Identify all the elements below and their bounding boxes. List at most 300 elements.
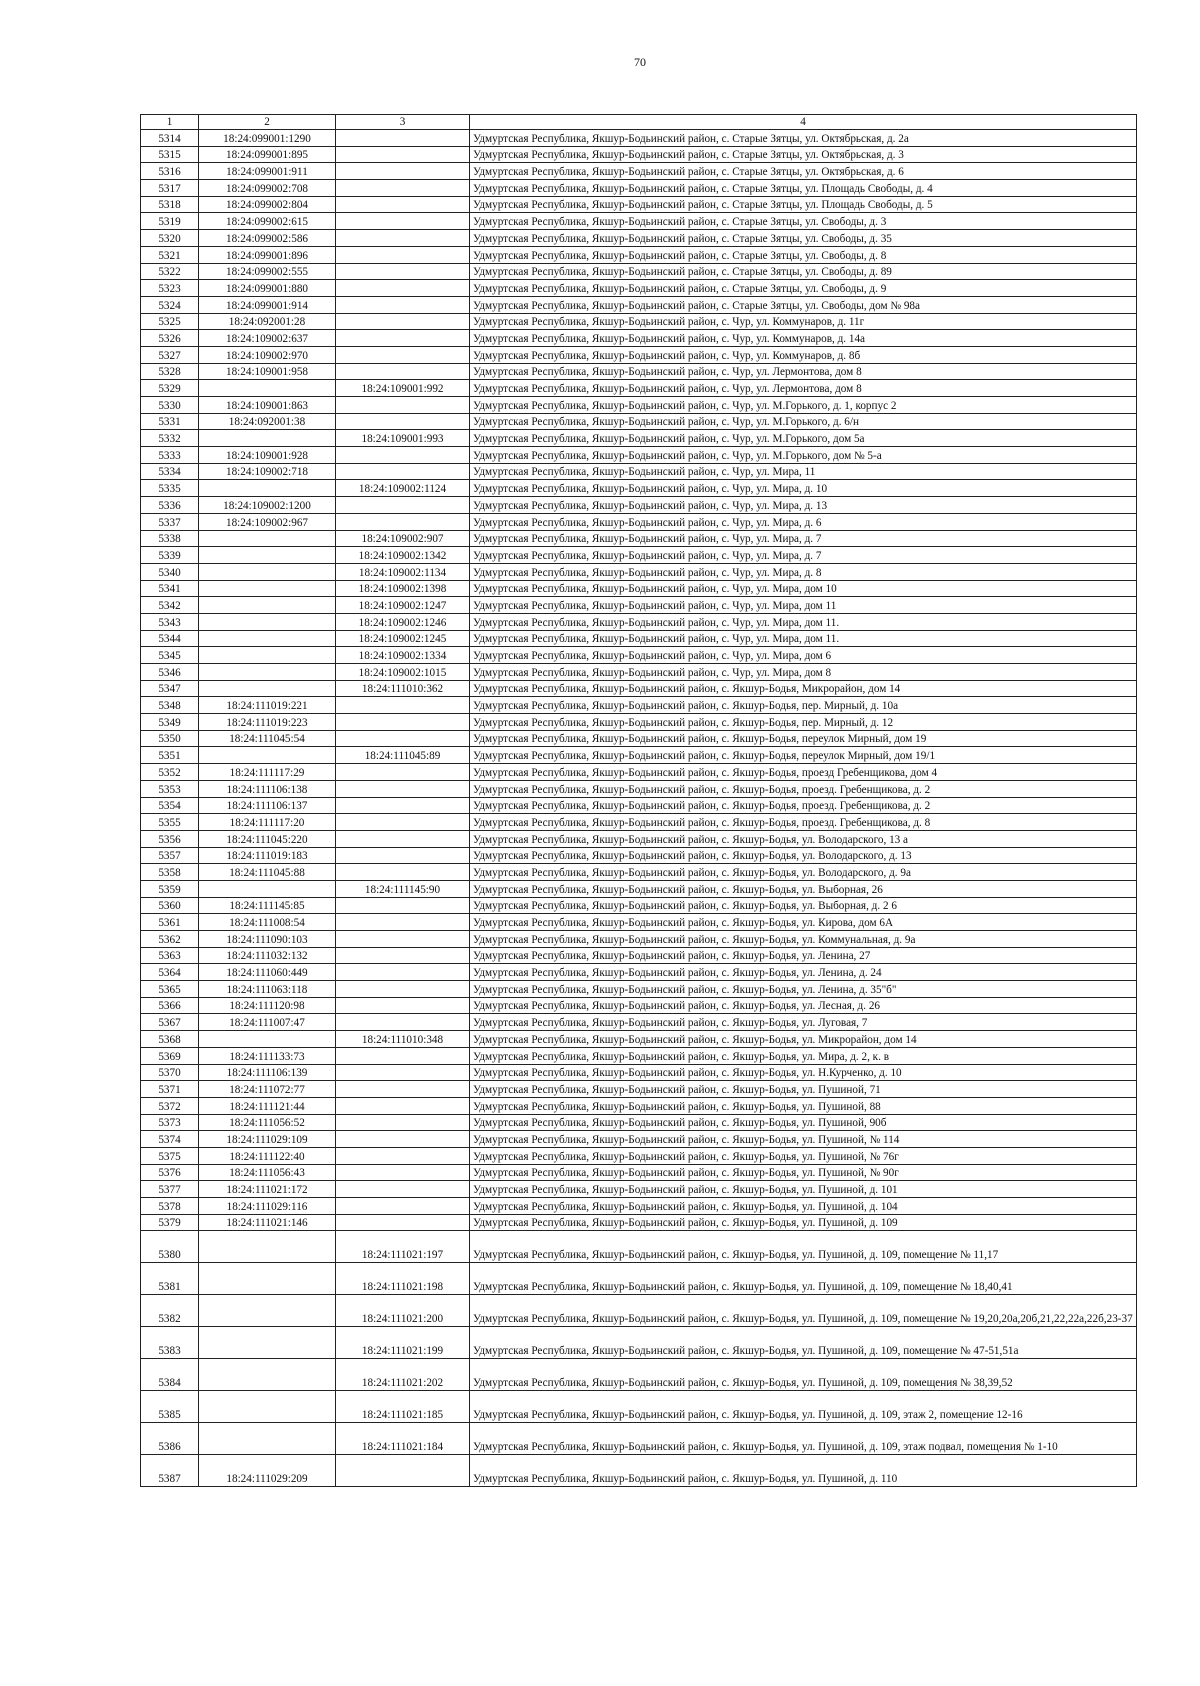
address-cell: Удмуртская Республика, Якшур-Бодьинский район, с. Чур, ул. Мира, д. 8 [470,563,1137,580]
row-number-cell: 5332 [141,430,199,447]
row-number-cell: 5377 [141,1181,199,1198]
cadastral-number-cell: 18:24:099001:914 [199,296,336,313]
cadastral-number-alt-cell: 18:24:109002:907 [336,530,470,547]
cadastral-number-alt-cell [336,513,470,530]
address-cell: Удмуртская Республика, Якшур-Бодьинский район, с. Старые Зятцы, ул. Свободы, д. 3 [470,213,1137,230]
address-cell: Удмуртская Республика, Якшур-Бодьинский район, с. Якшур-Бодья, ул. Луговая, 7 [470,1014,1137,1031]
row-number-cell: 5387 [141,1455,199,1487]
cadastral-number-cell: 18:24:111106:137 [199,797,336,814]
cadastral-number-alt-cell [336,1064,470,1081]
table-row [141,397,1137,414]
address-cell: Удмуртская Республика, Якшур-Бодьинский район, с. Якшур-Бодья, ул. Выборная, д. 2 6 [470,897,1137,914]
table-row [141,997,1137,1014]
address-cell: Удмуртская Республика, Якшур-Бодьинский район, с. Чур, ул. Мира, д. 13 [470,497,1137,514]
cadastral-number-alt-cell [336,1081,470,1098]
table-row [141,1423,1137,1455]
cadastral-number-alt-cell: 18:24:111021:184 [336,1423,470,1455]
cadastral-number-cell: 18:24:099002:708 [199,180,336,197]
table-row [141,413,1137,430]
address-cell: Удмуртская Республика, Якшур-Бодьинский район, с. Якшур-Бодья, ул. Пушиной, д. 101 [470,1181,1137,1198]
cadastral-number-cell [199,613,336,630]
cadastral-number-cell: 18:24:111056:43 [199,1164,336,1181]
table-row [141,914,1137,931]
address-cell: Удмуртская Республика, Якшур-Бодьинский район, с. Якшур-Бодья, Микрорайон, дом 14 [470,680,1137,697]
address-cell: Удмуртская Республика, Якшур-Бодьинский район, с. Чур, ул. Мира, дом 11 [470,597,1137,614]
address-cell: Удмуртская Республика, Якшур-Бодьинский район, с. Якшур-Бодья, ул. Коммунальная, д. 9а [470,931,1137,948]
table-row [141,814,1137,831]
cadastral-number-cell: 18:24:109002:970 [199,346,336,363]
cadastral-number-alt-cell: 18:24:111021:202 [336,1359,470,1391]
row-number-cell: 5374 [141,1131,199,1148]
address-cell: Удмуртская Республика, Якшур-Бодьинский район, с. Якшур-Бодья, проезд. Гребенщикова, д. 2 [470,797,1137,814]
cadastral-number-alt-cell [336,1147,470,1164]
row-number-cell: 5338 [141,530,199,547]
cadastral-number-cell: 18:24:111032:132 [199,947,336,964]
table-row [141,664,1137,681]
table-row [141,380,1137,397]
cadastral-number-cell [199,630,336,647]
address-cell: Удмуртская Республика, Якшур-Бодьинский район, с. Якшур-Бодья, ул. Пушиной, 90б [470,1114,1137,1131]
row-number-cell: 5323 [141,280,199,297]
table-row [141,146,1137,163]
table-row [141,847,1137,864]
cadastral-number-alt-cell [336,947,470,964]
address-cell: Удмуртская Республика, Якшур-Бодьинский район, с. Якшур-Бодья, пер. Мирный, д. 12 [470,714,1137,731]
address-cell: Удмуртская Республика, Якшур-Бодьинский район, с. Чур, ул. Мира, дом 11. [470,630,1137,647]
row-number-cell: 5324 [141,296,199,313]
row-number-cell: 5386 [141,1423,199,1455]
column-header-address: 4 [470,115,1137,130]
address-cell: Удмуртская Республика, Якшур-Бодьинский район, с. Старые Зятцы, ул. Площадь Свободы, д. 5 [470,196,1137,213]
address-cell: Удмуртская Республика, Якшур-Бодьинский район, с. Якшур-Бодья, ул. Лесная, д. 26 [470,997,1137,1014]
cadastral-number-alt-cell: 18:24:111021:198 [336,1263,470,1295]
row-number-cell: 5369 [141,1047,199,1064]
cadastral-number-cell [199,547,336,564]
address-cell: Удмуртская Республика, Якшур-Бодьинский район, с. Якшур-Бодья, ул. Володарского, 13 а [470,830,1137,847]
address-cell: Удмуртская Республика, Якшур-Бодьинский район, с. Якшур-Бодья, пер. Мирный, д. 10а [470,697,1137,714]
cadastral-number-alt-cell [336,280,470,297]
row-number-cell: 5315 [141,146,199,163]
table-row [141,480,1137,497]
row-number-cell: 5372 [141,1097,199,1114]
cadastral-number-alt-cell [336,1198,470,1215]
cadastral-number-cell: 18:24:111029:209 [199,1455,336,1487]
cadastral-number-alt-cell [336,346,470,363]
cadastral-number-cell [199,680,336,697]
cadastral-number-alt-cell [336,213,470,230]
cadastral-number-cell: 18:24:099001:911 [199,163,336,180]
table-row [141,513,1137,530]
table-row [141,130,1137,147]
cadastral-number-alt-cell: 18:24:111021:185 [336,1391,470,1423]
cadastral-number-alt-cell [336,180,470,197]
cadastral-number-cell: 18:24:099001:1290 [199,130,336,147]
table-header-row [141,115,1137,130]
table-row [141,263,1137,280]
table-row [141,797,1137,814]
row-number-cell: 5365 [141,981,199,998]
column-header-number: 1 [141,115,199,130]
address-cell: Удмуртская Республика, Якшур-Бодьинский район, с. Якшур-Бодья, ул. Пушиной, д. 109, помещение № 19,20,20а,20б,21,22,22а,22б,23-37 [470,1295,1137,1327]
address-cell: Удмуртская Республика, Якшур-Бодьинский район, с. Якшур-Бодья, ул. Кирова, дом 6А [470,914,1137,931]
table-row [141,1359,1137,1391]
row-number-cell: 5331 [141,413,199,430]
address-cell: Удмуртская Республика, Якшур-Бодьинский район, с. Якшур-Бодья, ул. Пушиной, 88 [470,1097,1137,1114]
address-cell: Удмуртская Республика, Якшур-Бодьинский район, с. Чур, ул. Мира, д. 10 [470,480,1137,497]
cadastral-number-alt-cell: 18:24:111021:199 [336,1327,470,1359]
cadastral-number-alt-cell: 18:24:111045:89 [336,747,470,764]
cadastral-number-cell: 18:24:111008:54 [199,914,336,931]
cadastral-number-alt-cell [336,830,470,847]
cadastral-number-alt-cell [336,730,470,747]
table-row [141,764,1137,781]
table-row [141,1031,1137,1048]
cadastral-number-alt-cell [336,330,470,347]
table-row [141,880,1137,897]
cadastral-number-alt-cell [336,1047,470,1064]
table-row [141,330,1137,347]
table-row [141,280,1137,297]
cadastral-number-cell: 18:24:111117:29 [199,764,336,781]
row-number-cell: 5380 [141,1231,199,1263]
row-number-cell: 5325 [141,313,199,330]
table-row [141,180,1137,197]
table-row [141,1064,1137,1081]
table-row [141,1455,1137,1487]
table-row [141,1164,1137,1181]
table-row [141,947,1137,964]
cadastral-number-cell: 18:24:111019:221 [199,697,336,714]
address-cell: Удмуртская Республика, Якшур-Бодьинский район, с. Чур, ул. Мира, дом 10 [470,580,1137,597]
table-row [141,697,1137,714]
table-row [141,296,1137,313]
cadastral-number-cell: 18:24:111106:139 [199,1064,336,1081]
table-row [141,747,1137,764]
cadastral-number-cell [199,880,336,897]
address-cell: Удмуртская Республика, Якшур-Бодьинский район, с. Старые Зятцы, ул. Свободы, д. 9 [470,280,1137,297]
row-number-cell: 5343 [141,613,199,630]
table-row [141,363,1137,380]
cadastral-number-cell [199,647,336,664]
cadastral-number-alt-cell: 18:24:109002:1134 [336,563,470,580]
cadastral-number-cell: 18:24:111019:223 [199,714,336,731]
cadastral-number-alt-cell: 18:24:111145:90 [336,880,470,897]
address-cell: Удмуртская Республика, Якшур-Бодьинский район, с. Якшур-Бодья, ул. Пушиной, д. 109, этаж подвал, помещения № 1-10 [470,1423,1137,1455]
row-number-cell: 5326 [141,330,199,347]
cadastral-number-alt-cell [336,714,470,731]
table-row [141,1047,1137,1064]
address-cell: Удмуртская Республика, Якшур-Бодьинский район, с. Чур, ул. Мира, 11 [470,463,1137,480]
cadastral-number-alt-cell [336,914,470,931]
cadastral-number-alt-cell [336,196,470,213]
address-cell: Удмуртская Республика, Якшур-Бодьинский район, с. Старые Зятцы, ул. Октябрьская, д. 6 [470,163,1137,180]
address-cell: Удмуртская Республика, Якшур-Бодьинский район, с. Якшур-Бодья, ул. Н.Курченко, д. 10 [470,1064,1137,1081]
cadastral-number-cell: 18:24:111021:172 [199,1181,336,1198]
address-cell: Удмуртская Республика, Якшур-Бодьинский район, с. Якшур-Бодья, ул. Мира, д. 2, к. в [470,1047,1137,1064]
address-cell: Удмуртская Республика, Якшур-Бодьинский район, с. Якшур-Бодья, проезд Гребенщикова, дом 4 [470,764,1137,781]
table-row [141,1181,1137,1198]
address-cell: Удмуртская Республика, Якшур-Бодьинский район, с. Якшур-Бодья, ул. Пушиной, д. 109, помещение № 11,17 [470,1231,1137,1263]
row-number-cell: 5342 [141,597,199,614]
address-cell: Удмуртская Республика, Якшур-Бодьинский район, с. Якшур-Бодья, ул. Ленина, 27 [470,947,1137,964]
cadastral-number-alt-cell: 18:24:109002:1342 [336,547,470,564]
row-number-cell: 5378 [141,1198,199,1215]
cadastral-number-alt-cell [336,246,470,263]
table-row [141,463,1137,480]
cadastral-number-cell: 18:24:111045:220 [199,830,336,847]
cadastral-number-cell: 18:24:092001:38 [199,413,336,430]
cadastral-number-cell [199,430,336,447]
cadastral-number-alt-cell: 18:24:109001:992 [336,380,470,397]
address-cell: Удмуртская Республика, Якшур-Бодьинский район, с. Якшур-Бодья, ул. Пушиной, д. 110 [470,1455,1137,1487]
row-number-cell: 5379 [141,1214,199,1231]
address-cell: Удмуртская Республика, Якшур-Бодьинский район, с. Якшур-Бодья, переулок Мирный, дом 19 [470,730,1137,747]
cadastral-number-alt-cell [336,697,470,714]
row-number-cell: 5337 [141,513,199,530]
cadastral-number-alt-cell [336,1214,470,1231]
cadastral-number-alt-cell [336,296,470,313]
address-cell: Удмуртская Республика, Якшур-Бодьинский район, с. Якшур-Бодья, ул. Выборная, 26 [470,880,1137,897]
row-number-cell: 5348 [141,697,199,714]
table-row [141,1114,1137,1131]
cadastral-number-alt-cell: 18:24:109002:1334 [336,647,470,664]
row-number-cell: 5353 [141,780,199,797]
cadastral-number-cell: 18:24:111106:138 [199,780,336,797]
cadastral-number-cell: 18:24:111063:118 [199,981,336,998]
cadastral-number-cell: 18:24:109002:1200 [199,497,336,514]
cadastral-number-cell: 18:24:109002:718 [199,463,336,480]
table-row [141,630,1137,647]
cadastral-number-cell: 18:24:111029:116 [199,1198,336,1215]
address-cell: Удмуртская Республика, Якшур-Бодьинский район, с. Чур, ул. Коммунаров, д. 11г [470,313,1137,330]
cadastral-number-cell: 18:24:111117:20 [199,814,336,831]
table-row [141,1263,1137,1295]
cadastral-number-cell [199,1231,336,1263]
cadastral-number-alt-cell [336,230,470,247]
address-cell: Удмуртская Республика, Якшур-Бодьинский район, с. Якшур-Бодья, ул. Пушиной, 71 [470,1081,1137,1098]
cadastral-number-cell [199,580,336,597]
cadastral-number-alt-cell [336,263,470,280]
cadastral-number-alt-cell [336,163,470,180]
row-number-cell: 5354 [141,797,199,814]
cadastral-number-alt-cell [336,1181,470,1198]
row-number-cell: 5362 [141,931,199,948]
table-row [141,830,1137,847]
address-cell: Удмуртская Республика, Якшур-Бодьинский район, с. Старые Зятцы, ул. Октябрьская, д. 3 [470,146,1137,163]
address-cell: Удмуртская Республика, Якшур-Бодьинский район, с. Чур, ул. Мира, д. 6 [470,513,1137,530]
address-cell: Удмуртская Республика, Якшур-Бодьинский район, с. Чур, ул. М.Горького, д. 1, корпус 2 [470,397,1137,414]
row-number-cell: 5329 [141,380,199,397]
row-number-cell: 5363 [141,947,199,964]
cadastral-number-cell: 18:24:111019:183 [199,847,336,864]
cadastral-number-alt-cell [336,797,470,814]
address-cell: Удмуртская Республика, Якшур-Бодьинский район, с. Якшур-Бодья, ул. Володарского, д. 13 [470,847,1137,864]
cadastral-number-alt-cell [336,130,470,147]
cadastral-number-alt-cell [336,814,470,831]
row-number-cell: 5318 [141,196,199,213]
row-number-cell: 5347 [141,680,199,697]
cadastral-number-alt-cell [336,1097,470,1114]
address-cell: Удмуртская Республика, Якшур-Бодьинский район, с. Старые Зятцы, ул. Свободы, д. 8 [470,246,1137,263]
page-number: 70 [634,55,646,69]
cadastral-number-cell: 18:24:099002:586 [199,230,336,247]
row-number-cell: 5375 [141,1147,199,1164]
address-cell: Удмуртская Республика, Якшур-Бодьинский район, с. Якшур-Бодья, ул. Пушиной, д. 109, помещение № 47-51,51а [470,1327,1137,1359]
table-row [141,497,1137,514]
address-cell: Удмуртская Республика, Якшур-Бодьинский район, с. Старые Зятцы, ул. Октябрьская, д. 2а [470,130,1137,147]
cadastral-number-alt-cell [336,1455,470,1487]
row-number-cell: 5334 [141,463,199,480]
row-number-cell: 5327 [141,346,199,363]
cadastral-number-alt-cell: 18:24:109002:1124 [336,480,470,497]
address-cell: Удмуртская Республика, Якшур-Бодьинский район, с. Якшур-Бодья, ул. Пушиной, д. 109 [470,1214,1137,1231]
cadastral-number-alt-cell [336,997,470,1014]
row-number-cell: 5330 [141,397,199,414]
cadastral-number-cell: 18:24:111029:109 [199,1131,336,1148]
cadastral-number-alt-cell: 18:24:111021:197 [336,1231,470,1263]
address-cell: Удмуртская Республика, Якшур-Бодьинский район, с. Якшур-Бодья, ул. Пушиной, д. 109, этаж 2, помещение 12-16 [470,1391,1137,1423]
table-row [141,647,1137,664]
column-header-cadastral-number: 2 [199,115,336,130]
table-row [141,931,1137,948]
cadastral-number-cell: 18:24:099002:555 [199,263,336,280]
table-row [141,981,1137,998]
address-cell: Удмуртская Республика, Якшур-Бодьинский район, с. Чур, ул. Мира, дом 11. [470,613,1137,630]
row-number-cell: 5355 [141,814,199,831]
address-cell: Удмуртская Республика, Якшур-Бодьинский район, с. Чур, ул. Лермонтова, дом 8 [470,380,1137,397]
cadastral-number-cell [199,1423,336,1455]
row-number-cell: 5320 [141,230,199,247]
row-number-cell: 5361 [141,914,199,931]
address-cell: Удмуртская Республика, Якшур-Бодьинский район, с. Чур, ул. Мира, д. 7 [470,547,1137,564]
cadastral-number-cell: 18:24:109001:958 [199,363,336,380]
table-row [141,1391,1137,1423]
cadastral-number-alt-cell [336,981,470,998]
table-row [141,196,1137,213]
cadastral-number-cell: 18:24:099001:895 [199,146,336,163]
table-row [141,714,1137,731]
address-cell: Удмуртская Республика, Якшур-Бодьинский район, с. Чур, ул. Лермонтова, дом 8 [470,363,1137,380]
cadastral-number-cell: 18:24:099001:896 [199,246,336,263]
table-row [141,313,1137,330]
table-row [141,530,1137,547]
cadastral-number-alt-cell [336,897,470,914]
address-cell: Удмуртская Республика, Якшур-Бодьинский район, с. Старые Зятцы, ул. Свободы, д. 35 [470,230,1137,247]
table-row [141,547,1137,564]
row-number-cell: 5376 [141,1164,199,1181]
row-number-cell: 5368 [141,1031,199,1048]
address-cell: Удмуртская Республика, Якшур-Бодьинский район, с. Старые Зятцы, ул. Свободы, дом № 98а [470,296,1137,313]
cadastral-number-cell [199,747,336,764]
cadastral-number-alt-cell [336,1164,470,1181]
row-number-cell: 5385 [141,1391,199,1423]
cadastral-number-alt-cell [336,764,470,781]
address-cell: Удмуртская Республика, Якшур-Бодьинский район, с. Чур, ул. Мира, дом 8 [470,664,1137,681]
address-cell: Удмуртская Республика, Якшур-Бодьинский район, с. Чур, ул. Мира, дом 6 [470,647,1137,664]
column-header-cadastral-number-alt: 3 [336,115,470,130]
cadastral-number-cell: 18:24:109002:637 [199,330,336,347]
cadastral-number-alt-cell [336,447,470,464]
address-cell: Удмуртская Республика, Якшур-Бодьинский район, с. Чур, ул. Коммунаров, д. 14а [470,330,1137,347]
cadastral-number-alt-cell [336,780,470,797]
cadastral-number-alt-cell [336,397,470,414]
cadastral-number-alt-cell [336,1014,470,1031]
table-row [141,346,1137,363]
address-cell: Удмуртская Республика, Якшур-Бодьинский район, с. Чур, ул. Коммунаров, д. 8б [470,346,1137,363]
row-number-cell: 5346 [141,664,199,681]
table-row [141,230,1137,247]
cadastral-number-cell: 18:24:099002:804 [199,196,336,213]
row-number-cell: 5340 [141,563,199,580]
row-number-cell: 5321 [141,246,199,263]
table-row [141,213,1137,230]
table-row [141,563,1137,580]
row-number-cell: 5319 [141,213,199,230]
address-cell: Удмуртская Республика, Якшур-Бодьинский район, с. Якшур-Бодья, ул. Пушиной, № 90г [470,1164,1137,1181]
table-body [141,130,1137,1487]
table-row [141,864,1137,881]
table-row [141,580,1137,597]
cadastral-number-alt-cell: 18:24:111021:200 [336,1295,470,1327]
cadastral-number-cell [199,563,336,580]
row-number-cell: 5364 [141,964,199,981]
cadastral-number-alt-cell [336,1114,470,1131]
row-number-cell: 5339 [141,547,199,564]
cadastral-number-alt-cell: 18:24:111010:348 [336,1031,470,1048]
cadastral-number-cell: 18:24:111007:47 [199,1014,336,1031]
table-row [141,1014,1137,1031]
cadastral-number-alt-cell [336,146,470,163]
table-row [141,1327,1137,1359]
row-number-cell: 5357 [141,847,199,864]
cadastral-number-cell: 18:24:109002:967 [199,513,336,530]
cadastral-number-cell [199,1359,336,1391]
cadastral-number-cell [199,380,336,397]
address-cell: Удмуртская Республика, Якшур-Бодьинский район, с. Чур, ул. М.Горького, дом № 5-а [470,447,1137,464]
row-number-cell: 5367 [141,1014,199,1031]
cadastral-number-alt-cell [336,964,470,981]
cadastral-number-alt-cell [336,864,470,881]
row-number-cell: 5322 [141,263,199,280]
row-number-cell: 5384 [141,1359,199,1391]
row-number-cell: 5356 [141,830,199,847]
row-number-cell: 5371 [141,1081,199,1098]
cadastral-number-alt-cell: 18:24:109002:1246 [336,613,470,630]
row-number-cell: 5383 [141,1327,199,1359]
cadastral-number-cell: 18:24:109001:863 [199,397,336,414]
table-row [141,1081,1137,1098]
cadastral-number-cell [199,1391,336,1423]
cadastral-number-cell [199,1327,336,1359]
table-row [141,1295,1137,1327]
address-cell: Удмуртская Республика, Якшур-Бодьинский район, с. Старые Зятцы, ул. Площадь Свободы, д. 4 [470,180,1137,197]
cadastral-number-cell: 18:24:111122:40 [199,1147,336,1164]
cadastral-number-alt-cell [336,363,470,380]
address-cell: Удмуртская Республика, Якшур-Бодьинский район, с. Якшур-Бодья, ул. Пушиной, № 114 [470,1131,1137,1148]
cadastral-number-alt-cell [336,413,470,430]
table-row [141,597,1137,614]
row-number-cell: 5360 [141,897,199,914]
cadastral-number-alt-cell: 18:24:109002:1245 [336,630,470,647]
address-cell: Удмуртская Республика, Якшур-Бодьинский район, с. Якшур-Бодья, ул. Ленина, д. 35"б" [470,981,1137,998]
cadastral-number-cell: 18:24:099001:880 [199,280,336,297]
cadastral-number-cell: 18:24:111045:54 [199,730,336,747]
cadastral-number-cell [199,530,336,547]
row-number-cell: 5351 [141,747,199,764]
cadastral-number-cell: 18:24:111060:449 [199,964,336,981]
table-row [141,430,1137,447]
cadastral-number-cell: 18:24:111121:44 [199,1097,336,1114]
